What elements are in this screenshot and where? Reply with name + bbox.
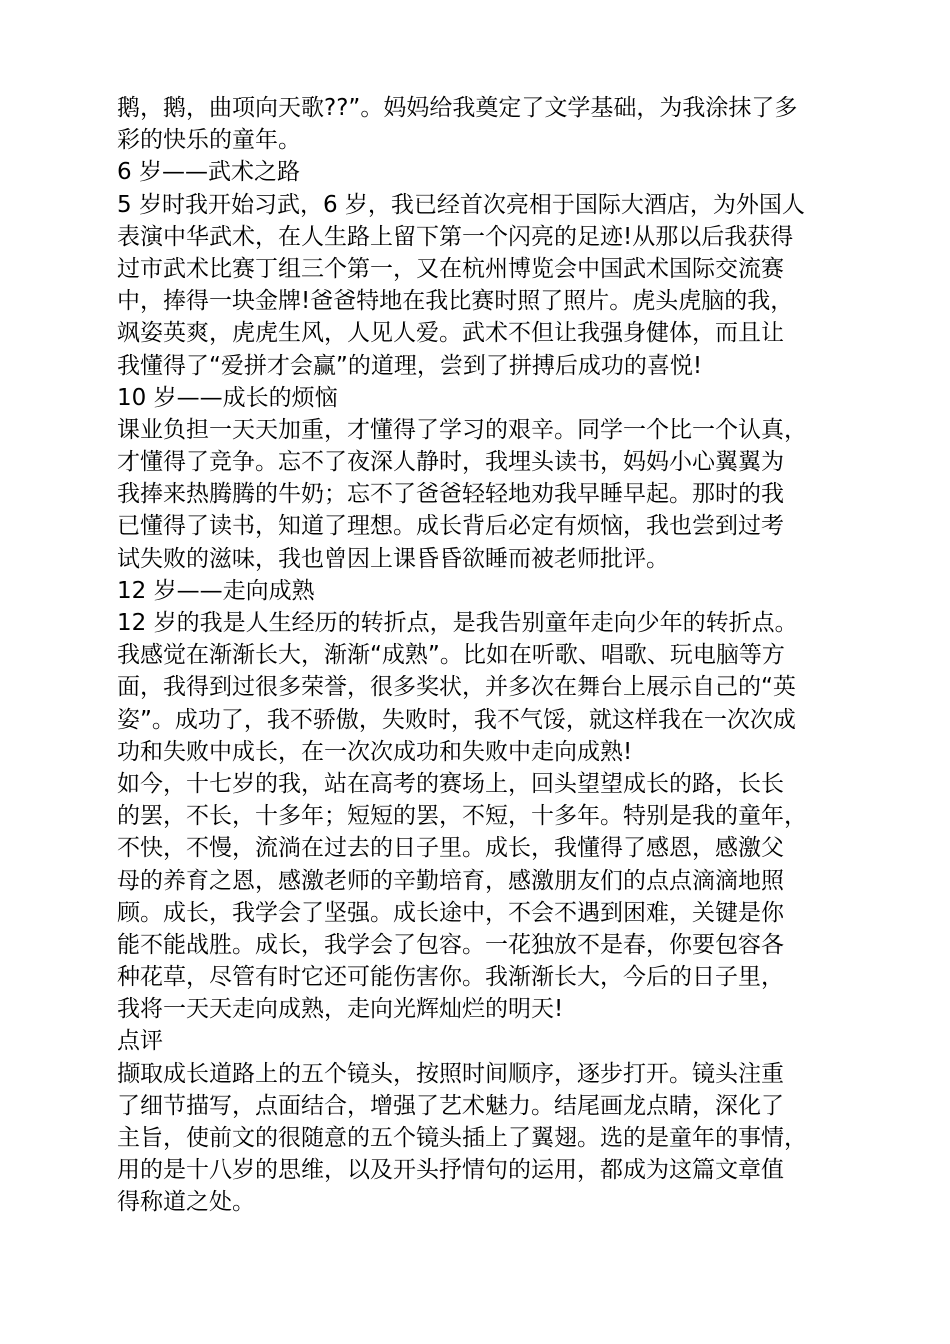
text-line: 10 岁——成长的烦恼 bbox=[117, 384, 338, 411]
text-line: 点评 bbox=[117, 1028, 163, 1055]
text-line: 12 岁——走向成熟 bbox=[117, 577, 315, 604]
text-line: 主旨，使前文的很随意的五个镜头插上了翼翅。选的是童年的事情， bbox=[117, 1125, 807, 1151]
text-line: 课业负担一天天加重，才懂得了学习的艰辛。同学一个比一个认真， bbox=[117, 416, 807, 443]
text-line: 我将一天天走向成熟，走向光辉灿烂的明天! bbox=[117, 996, 564, 1023]
text-line: 试失败的滋味，我也曾因上课昏昏欲睡而被老师批评。 bbox=[117, 545, 669, 572]
text-line: 用的是十八岁的思维，以及开头抒情句的运用，都成为这篇文章值 bbox=[117, 1157, 784, 1184]
text-line: 才懂得了竞争。忘不了夜深人静时，我埋头读书，妈妈小心翼翼为 bbox=[117, 449, 784, 476]
text-line: 的罢，不长，十多年；短短的罢，不短，十多年。特别是我的童年， bbox=[117, 803, 807, 830]
text-line: 不快，不慢，流淌在过去的日子里。成长，我懂得了感恩，感激父 bbox=[117, 835, 784, 862]
text-line: 5 岁时我开始习武，6 岁，我已经首次亮相于国际大酒店，为外国人 bbox=[117, 191, 805, 218]
text-line: 表演中华武术，在人生路上留下第一个闪亮的足迹!从那以后我获得 bbox=[117, 223, 794, 250]
text-line: 功和失败中成长，在一次次成功和失败中走向成熟! bbox=[117, 738, 633, 765]
text-line: 能不能战胜。成长，我学会了包容。一花独放不是春，你要包容各 bbox=[117, 931, 784, 958]
text-line: 鹅，鹅，曲项向天歌??”。妈妈给我奠定了文学基础，为我涂抹了多 bbox=[117, 95, 798, 121]
text-line: 如今，十七岁的我，站在高考的赛场上，回头望望成长的路，长长 bbox=[117, 770, 784, 797]
text-line: 6 岁——武术之路 bbox=[117, 159, 300, 186]
text-line: 我感觉在渐渐长大，渐渐“成熟”。比如在听歌、唱歌、玩电脑等方 bbox=[117, 642, 785, 669]
text-line: 姿”。成功了，我不骄傲，失败时，我不气馁，就这样我在一次次成 bbox=[117, 706, 796, 733]
document-page bbox=[117, 92, 839, 1219]
text-line: 我懂得了“爱拼才会赢”的道理，尝到了拼搏后成功的喜悦! bbox=[117, 352, 703, 379]
text-line: 顾。成长，我学会了坚强。成长途中，不会不遇到困难，关键是你 bbox=[117, 899, 784, 926]
text-line: 撷取成长道路上的五个镜头，按照时间顺序，逐步打开。镜头注重 bbox=[117, 1060, 784, 1087]
text-line: 已懂得了读书，知道了理想。成长背后必定有烦恼，我也尝到过考 bbox=[117, 513, 784, 540]
text-line: 过市武术比赛丁组三个第一，又在杭州博览会中国武术国际交流赛 bbox=[117, 255, 784, 282]
text-line: 面，我得到过很多荣誉，很多奖状，并多次在舞台上展示自己的“英 bbox=[117, 674, 796, 701]
text-line: 我捧来热腾腾的牛奶；忘不了爸爸轻轻地劝我早睡早起。那时的我 bbox=[117, 481, 784, 508]
text-line: 彩的快乐的童年。 bbox=[117, 127, 301, 154]
text-line: 种花草，尽管有时它还可能伤害你。我渐渐长大，今后的日子里， bbox=[117, 964, 784, 991]
text-line: 了细节描写，点面结合，增强了艺术魅力。结尾画龙点睛，深化了 bbox=[117, 1092, 784, 1119]
text-line: 12 岁的我是人生经历的转折点，是我告别童年走向少年的转折点。 bbox=[117, 610, 798, 636]
text-line: 飒姿英爽，虎虎生风，人见人爱。武术不但让我强身健体，而且让 bbox=[117, 320, 784, 347]
text-line: 得称道之处。 bbox=[117, 1189, 255, 1216]
text-line: 中，捧得一块金牌!爸爸特地在我比赛时照了照片。虎头虎脑的我， bbox=[117, 288, 794, 315]
text-line: 母的养育之恩，感激老师的辛勤培育，感激朋友们的点点滴滴地照 bbox=[117, 867, 784, 894]
